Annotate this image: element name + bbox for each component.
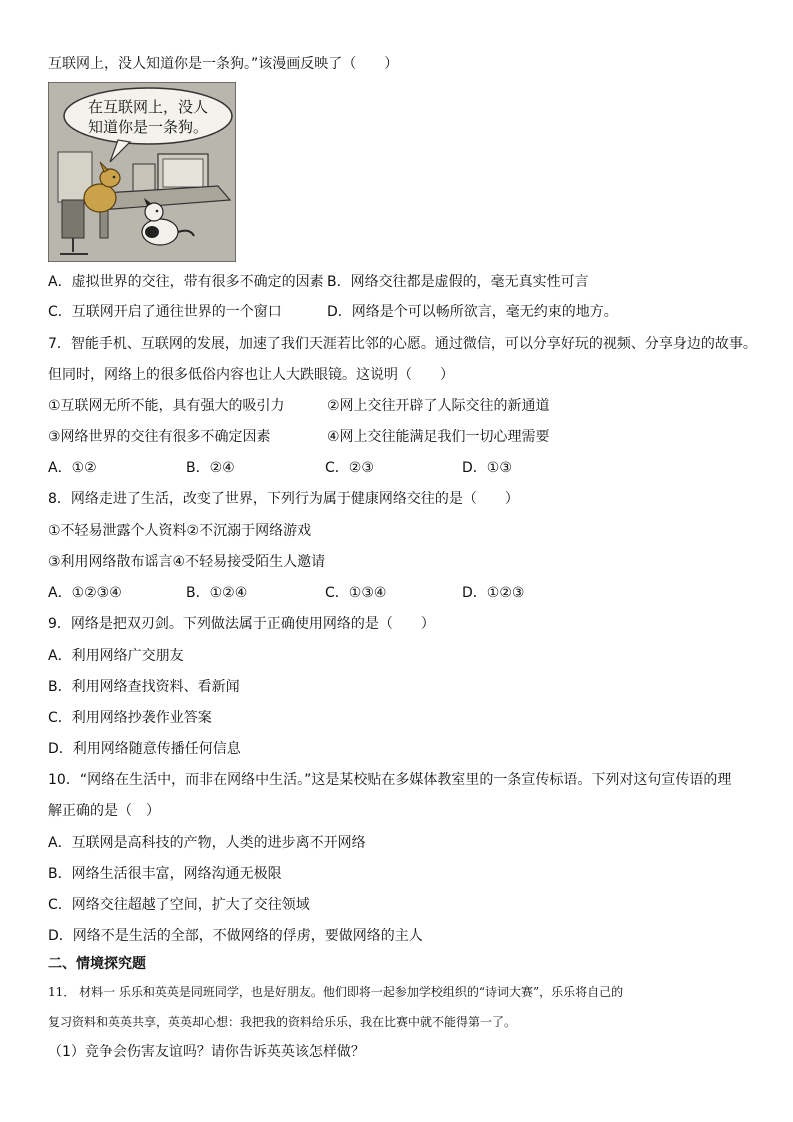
small-dog-eye — [156, 210, 159, 213]
q7-option-b: B．②④ — [186, 460, 235, 476]
section-title: 二、情境探究题 — [48, 956, 146, 972]
q6-option-a: A．虚拟世界的交往，带有很多不确定的因素 — [48, 274, 324, 290]
small-dog-spot — [145, 226, 159, 238]
q7-option-c: C．②③ — [325, 460, 374, 476]
q6-option-b: B．网络交往都是虚假的，毫无真实性可言 — [327, 274, 589, 290]
q7-statement-1: ①互联网无所不能，具有强大的吸引力 — [48, 398, 285, 414]
q6-option-d: D．网络是个可以畅所欲言，毫无约束的地方。 — [327, 304, 618, 320]
monitor-screen — [163, 159, 203, 187]
q8-stem: 8．网络走进了生活，改变了世界，下列行为属于健康网络交往的是（ ） — [48, 491, 519, 507]
q7-stem-line2: 但同时，网络上的很多低俗内容也让人大跌眼镜。这说明（ ） — [48, 367, 454, 383]
office-chair — [62, 200, 84, 238]
big-dog-head — [100, 169, 120, 187]
q6-stem: 互联网上，没人知道你是一条狗。”该漫画反映了（ ） — [48, 56, 399, 72]
q10-option-d: D．网络不是生活的全部，不做网络的俘虏，要做网络的主人 — [48, 928, 423, 944]
q7-statement-3: ③网络世界的交往有很多不确定因素 — [48, 429, 271, 445]
q11-subquestion-1: （1）竞争会伤害友谊吗？请你告诉英英该怎样做？ — [48, 1044, 365, 1060]
q6-option-c: C．互联网开启了通往世界的一个窗口 — [48, 304, 282, 320]
q8-statements-1-2: ①不轻易泄露个人资料②不沉溺于网络游戏 — [48, 523, 312, 539]
big-dog-body — [84, 184, 116, 212]
q7-option-d: D．①③ — [462, 460, 512, 476]
comic-caption-line2: 知道你是一条狗。 — [87, 118, 209, 136]
q10-option-a: A．互联网是高科技的产物，人类的进步离不开网络 — [48, 835, 366, 851]
q10-stem-line2: 解正确的是（ ） — [48, 803, 160, 819]
q8-option-b: B．①②④ — [186, 585, 248, 601]
q7-statement-2: ②网上交往开辟了人际交往的新通道 — [327, 398, 550, 414]
q9-option-c: C．利用网络抄袭作业答案 — [48, 710, 212, 726]
comic-illustration — [48, 82, 236, 262]
q10-option-b: B．网络生活很丰富，网络沟通无极限 — [48, 866, 282, 882]
q9-option-b: B．利用网络查找资料、看新闻 — [48, 679, 240, 695]
q8-option-c: C．①③④ — [325, 585, 387, 601]
q9-option-a: A．利用网络广交朋友 — [48, 648, 184, 664]
comic-caption-line1: 在互联网上，没人 — [87, 98, 209, 116]
big-dog-eye — [113, 176, 116, 179]
q8-option-d: D．①②③ — [462, 585, 525, 601]
q11-material-line1: 11． 材料一 乐乐和英英是同班同学，也是好朋友。他们即将一起参加学校组织的“诗词大赛”，乐乐将自己的 — [48, 985, 624, 999]
q7-statement-4: ④网上交往能满足我们一切心理需要 — [327, 429, 550, 445]
q10-option-c: C．网络交往超越了空间，扩大了交往领域 — [48, 897, 310, 913]
q9-option-d: D．利用网络随意传播任何信息 — [48, 741, 241, 757]
q8-option-a: A．①②③④ — [48, 585, 122, 601]
q9-stem: 9．网络是把双刃剑。下列做法属于正确使用网络的是（ ） — [48, 616, 435, 632]
q7-option-a: A．①② — [48, 460, 97, 476]
q11-material-line2: 复习资料和英英共享，英英却心想：我把我的资料给乐乐，我在比赛中就不能得第一了。 — [48, 1015, 517, 1029]
q10-stem-line1: 10．“网络在生活中，而非在网络中生活。”这是某校贴在多媒体教室里的一条宣传标语。下列对这句宣传语的理 — [48, 772, 732, 788]
q7-stem-line1: 7．智能手机、互联网的发展，加速了我们天涯若比邻的心愿。通过微信，可以分享好玩的视频、分享身边的故事。 — [48, 336, 757, 352]
q8-statements-3-4: ③利用网络散布谣言④不轻易接受陌生人邀请 — [48, 554, 326, 570]
